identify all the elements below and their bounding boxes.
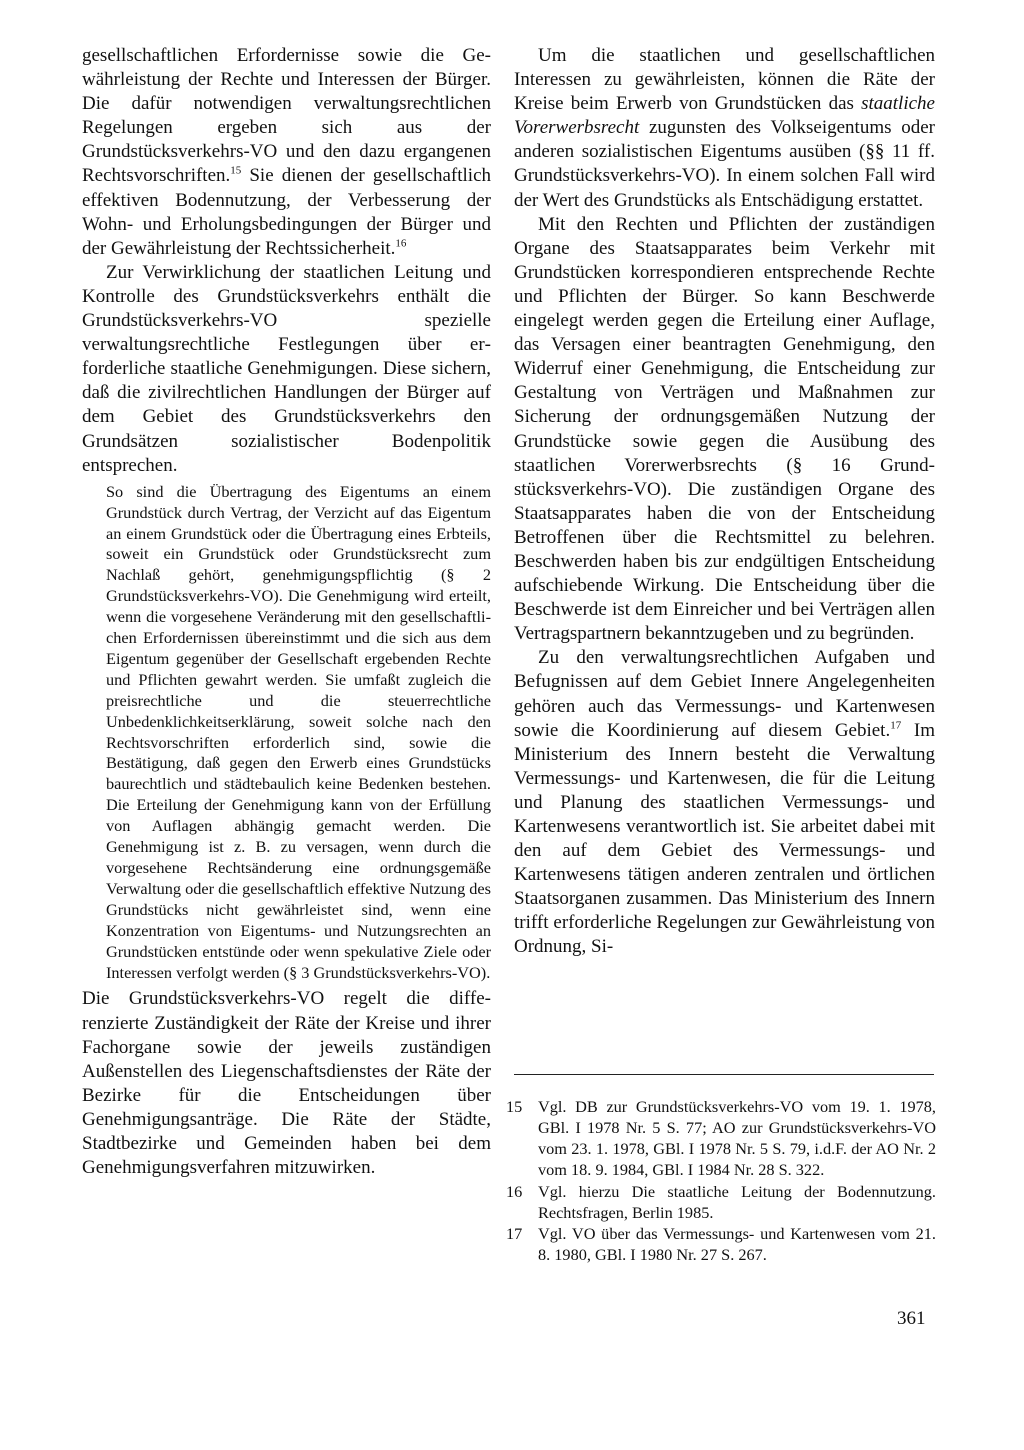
paragraph: Zur Verwirklichung der staatlichen Leitung und Kontrolle des Grundstücksverkehrs enthält die Grundstücksverkehrs-VO spezielle verwaltungsrechtliche Festlegungen über erforderliche staatliche Genehmigungen. Diese sichern, daß die zivilrechtlichen Handlungen der Bürger auf dem Gebiet des Grundstücksverkehrs den Grundsätzen sozialistischer Bodenpolitik entsprechen. (82, 261, 491, 476)
footnote (506, 1097, 936, 1181)
footnote-number: 17 (506, 1224, 523, 1244)
page-number: 361 (897, 1308, 926, 1329)
paragraph (514, 646, 935, 959)
paragraph-text: gesellschaftlichen Erfordernisse sowie die Gewährleistung der Rechte und Interessen der Bürger. Die dafür notwendigen verwaltungsrechtlichen Regelungen ergeben sich aus der Grundstücksverkehrs-VO und den dazu ergangenen Rechtsvorschriften. (82, 45, 491, 187)
footnote-text: Vgl. hierzu Die staatliche Leitung der Bodennutzung. Rechtsfragen, Berlin 1985. (538, 1181, 936, 1222)
footnote-number: 15 (506, 1097, 523, 1116)
right-column (514, 44, 935, 960)
emphasis: staatliche Vorerwerbsrecht (514, 93, 935, 139)
paragraph-text: Um die staatlichen und gesellschaftlichen Interessen zu gewährleisten, können die Räte der Kreise beim Erwerb von Grundstücken das (514, 45, 935, 115)
footnote-ref: 15 (230, 165, 242, 178)
paragraph (82, 44, 491, 261)
example-block: So sind die Übertragung des Eigentums an einem Grundstück durch Vertrag, der Verzicht auf das Eigentum an einem Grundstück oder die Übertragung eines Erbteils, soweit ein Grundstück oder Grundstücksrecht zum Nachlaß gehört, genehmigungspflichtig (§ 2 Grundstücksverkehrs-VO). Die Genehmigung wird erteilt, wenn die vorgesehene Veränderung mit den gesellschaftlichen Erfordernissen übereinstimmt und die sich aus dem Eigentum gegenüber der Gesellschaft ergebenden Rechte und Pflichten gewahrt werden. Sie umfaßt zugleich die preisrechtliche und die steuerrechtliche Unbedenklichkeitserklärung, soweit solche nach den Rechtsvorschriften erforderlich sind, sowie die Bestätigung, daß gegen den Erwerb eines Grundstücks baurechtlich und städtebaulich keine Bedenken bestehen. Die Erteilung der Genehmigung kann von der Erfüllung von Auflagen abhängig gemacht werden. Die Genehmigung ist z. B. zu versagen, wenn durch die vorgesehene Rechtsänderung eine ordnungsgemäße Verwaltung oder die gesellschaftlich effektive Nutzung des Grundstücks nicht gewährleistet sind, wenn eine Konzentration von Eigentums- und Nutzungsrechten an Grundstücken entstünde oder wenn spekulative Ziele oder Interessen verfolgt werden (§ 3 Grundstücksverkehrs-VO). (106, 481, 491, 982)
footnote-text: Vgl. VO über das Vermessungs- und Kartenwesen vom 21. 8. 1980, GBl. I 1980 Nr. 27 S. 267. (538, 1224, 936, 1265)
paragraph: Die Grundstücksverkehrs-VO regelt die differenzierte Zuständigkeit der Räte der Kreise und ihrer Fachorgane sowie der jeweils zuständigen Außenstellen des Liegenschaftsdienstes der Räte der Bezirke für die Entscheidungen über Genehmigungsanträge. Die Räte der Städte, Stadtbezirke und Gemeinden haben bei dem Genehmigungsverfahren mitzuwirken. (82, 988, 491, 1179)
footnote (506, 1224, 936, 1266)
footnote-ref: 17 (890, 719, 902, 732)
paragraph-text: zugunsten des Volkseigentums oder anderen sozialistischen Eigentums ausüben (§§ 11 ff. Grundstücksverkehrs-VO). In einem solchen Fall wird der Wert des Grundstücks als Entschädigung erstattet. (514, 117, 935, 211)
paragraph-text: Sie dienen der gesellschaftlich effektiven Bodennutzung, der Verbesserung der Wohn- und Erholungsbedingungen der Bürger und der Gewährleistung der Rechtssicherheit. (82, 165, 491, 259)
footnote-number: 16 (506, 1181, 523, 1201)
footnote-divider (514, 1074, 934, 1075)
paragraph-text: Im Ministerium des Innern besteht die Verwaltung Vermessungs- und Kartenwesen, die für die Leitung und Planung des staatlichen Vermessungs- und Kartenwesens verantwortlich ist. Sie arbeitet dabei mit den auf dem Gebiet des Vermessungs- und Kartenwesens tätigen anderen zentralen und örtlichen Staatsorganen zusammen. Das Ministerium des Innern trifft erforderliche Regelungen zur Gewährleistung von Ordnung, Si- (514, 719, 935, 958)
footnotes (506, 1097, 936, 1267)
footnote-text: Vgl. DB zur Grundstücksverkehrs-VO vom 19. 1. 1978, GBl. I 1978 Nr. 5 S. 77; AO zur Grundstücksverkehrs-VO vom 23. 1. 1978, GBl. I 1978 Nr. 5 S. 79, i.d.F. der AO Nr. 2 vom 18. 9. 1984, GBl. I 1984 Nr. 28 S. 322. (538, 1097, 936, 1179)
paragraph-text: Zu den verwaltungsrechtlichen Aufgaben und Befugnissen auf dem Gebiet Innere Angelegenheiten gehören auch das Vermessungs- und Kartenwesen sowie die Koordinierung auf diesem Gebiet. (514, 647, 935, 741)
footnote-ref: 16 (395, 237, 407, 250)
left-column (82, 44, 491, 1180)
paragraph (514, 44, 935, 213)
paragraph: Mit den Rechten und Pflichten der zuständigen Organe des Staatsapparates beim Verkehr mit Grundstücken korrespondieren entsprechende Rechte und Pflichten der Bürger. So kann Beschwerde eingelegt werden gegen die Erteilung einer Auflage, das Versagen einer beantragten Genehmigung, den Widerruf einer Genehmigung, die Entscheidung zur Gestaltung von Verträgen und Maßnahmen zur Sicherung der ordnungsgemäßen Nutzung der Grundstücke sowie gegen die Ausübung des staatlichen Vorerwerbsrechts (§ 16 Grundstücksverkehrs-VO). Die zuständigen Organe des Staatsapparates haben die von der Entscheidung Betroffenen über die Rechtsmittel zu belehren. Beschwerden haben bis zur endgültigen Entscheidung aufschiebende Wirkung. Die Entscheidung über die Beschwerde ist dem Einreicher und bei Verträgen allen Vertragspartnern bekanntzugeben und zu begründen. (514, 213, 935, 645)
footnote (506, 1182, 936, 1224)
